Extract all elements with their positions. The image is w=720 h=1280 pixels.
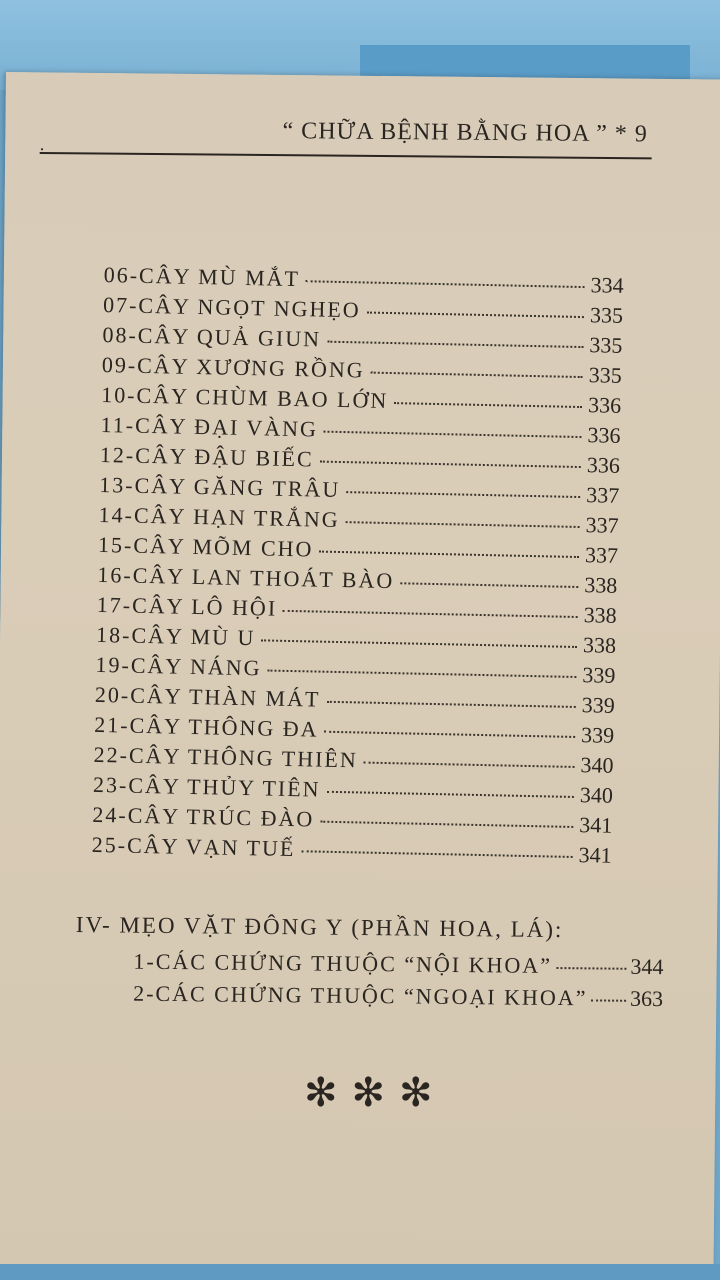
entry-label: 20-CÂY THÀN MÁT — [94, 681, 321, 712]
entry-label: 16-CÂY LAN THOÁT BÀO — [97, 561, 395, 594]
entry-page-number: 334 — [590, 272, 624, 298]
background-bottom — [0, 1264, 720, 1280]
entry-label: 25-CÂY VẠN TUẾ — [91, 831, 296, 862]
dot-leader — [306, 280, 585, 288]
entry-page-number: 336 — [587, 422, 621, 448]
entry-label: 14-CÂY HẠN TRẮNG — [98, 501, 340, 532]
entry-label: 08-CÂY QUẢ GIUN — [102, 321, 322, 352]
entry-page-number: 340 — [579, 782, 614, 808]
dot-leader — [301, 850, 572, 858]
entry-label: 2-CÁC CHỨNG THUỘC “NGOẠI KHOA” — [133, 980, 588, 1011]
entry-label: 07-CÂY NGỌT NGHẸO — [102, 291, 361, 323]
entry-page-number: 338 — [584, 572, 618, 598]
entry-label: 1-CÁC CHỨNG THUỘC “NỘI KHOA” — [133, 948, 553, 978]
entry-page-number: 341 — [579, 812, 613, 838]
section-iv — [75, 912, 664, 1018]
dot-leader — [400, 582, 578, 588]
dot-leader — [591, 999, 626, 1001]
entry-page-number: 335 — [589, 302, 624, 328]
entry-page-number: 338 — [583, 602, 617, 628]
entry-label: 19-CÂY NÁNG — [95, 651, 262, 681]
entry-page-number: 339 — [581, 692, 616, 718]
dot-leader — [326, 791, 573, 798]
section-items — [75, 948, 664, 1018]
entry-page-number: 335 — [588, 362, 623, 388]
entry-page-number: 336 — [587, 392, 622, 418]
entry-label: 06-CÂY MÙ MẮT — [103, 262, 301, 292]
dot-leader — [327, 341, 583, 348]
dot-leader — [283, 610, 578, 618]
dot-leader — [324, 431, 582, 438]
dot-leader — [325, 731, 576, 738]
entry-page-number: 363 — [629, 985, 664, 1012]
dot-leader — [319, 551, 579, 558]
entry-page-number: 340 — [580, 752, 614, 778]
dot-leader — [364, 762, 575, 768]
dot-leader — [346, 491, 580, 498]
entry-label: 24-CÂY TRÚC ĐÀO — [92, 801, 315, 832]
dot-leader — [320, 821, 573, 828]
entry-label: 17-CÂY LÔ HỘI — [96, 591, 278, 621]
entry-label: 10-CÂY CHÙM BAO LỚN — [100, 381, 389, 413]
entry-page-number: 336 — [586, 452, 621, 478]
dot-leader — [326, 701, 575, 708]
dot-leader — [367, 312, 584, 319]
entry-label: 21-CÂY THÔNG ĐA — [94, 711, 319, 742]
table-of-contents — [91, 262, 623, 873]
entry-label: 09-CÂY XƯƠNG RỒNG — [101, 351, 365, 383]
entry-page-number: 337 — [585, 482, 620, 508]
dot-leader — [320, 461, 581, 468]
toc-entry — [133, 981, 663, 1019]
entry-page-number: 341 — [578, 842, 612, 868]
dot-leader — [371, 372, 583, 378]
entry-page-number: 337 — [584, 542, 619, 568]
section-title: IV- MẸO VẶT ĐÔNG Y (PHẦN HOA, LÁ): — [75, 912, 564, 943]
entry-label: 18-CÂY MÙ U — [95, 621, 256, 651]
dot-leader — [267, 670, 576, 678]
dot-leader — [394, 402, 582, 408]
ornament-asterisks: ✻✻✻ — [304, 1070, 447, 1116]
entry-label: 13-CÂY GĂNG TRÂU — [99, 471, 341, 502]
entry-label: 22-CÂY THÔNG THIÊN — [93, 741, 359, 773]
header-title: “ CHỮA BỆNH BẰNG HOA ” * 9 — [282, 118, 648, 148]
dot-leader — [346, 521, 580, 528]
header-mark: . — [39, 133, 45, 155]
entry-label: 15-CÂY MÕM CHO — [97, 531, 314, 562]
dot-leader — [261, 639, 577, 648]
entry-label: 23-CÂY THỦY TIÊN — [92, 771, 321, 802]
entry-page-number: 338 — [582, 632, 617, 658]
entry-page-number: 339 — [582, 662, 616, 688]
entry-label: 12-CÂY ĐẬU BIẾC — [99, 441, 314, 472]
entry-page-number: 337 — [585, 512, 619, 538]
running-header — [40, 116, 652, 159]
entry-label: 11-CÂY ĐẠI VÀNG — [100, 411, 319, 442]
entry-page-number: 339 — [580, 722, 615, 748]
dot-leader — [556, 967, 626, 970]
entry-page-number: 335 — [589, 332, 623, 358]
entry-page-number: 344 — [630, 953, 664, 980]
